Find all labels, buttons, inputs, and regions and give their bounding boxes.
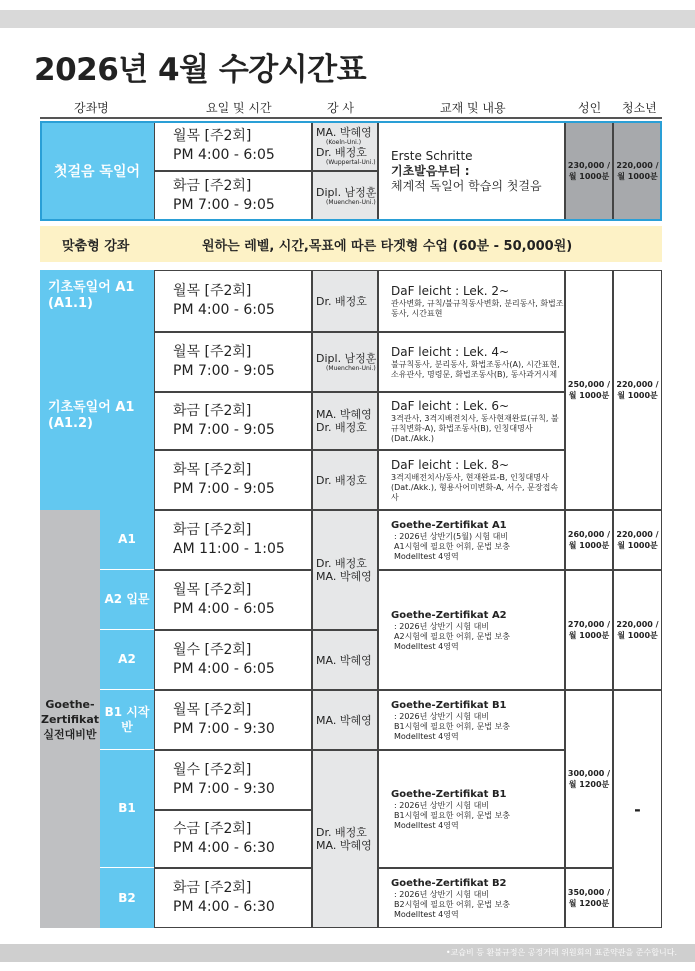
custom-row xyxy=(40,226,662,262)
custom-desc: 원하는 레벨, 시간,목표에 따른 타겟형 수업 (60분 - 50,000원) xyxy=(202,238,573,254)
price-adult-a2: 270,000 / 월 1000분 xyxy=(565,570,613,690)
time-basic-4: 화목 [주2회] PM 7:00 - 9:05 xyxy=(154,450,312,510)
time-basic-1: 월목 [주2회] PM 4:00 - 6:05 xyxy=(154,270,312,332)
time-goethe-5: 월수 [주2회] PM 7:00 - 9:30 xyxy=(154,750,312,810)
page-title: 2026년 4월 수강시간표 xyxy=(34,52,367,88)
price-adult-b1: 300,000 / 월 1200분 xyxy=(565,690,613,868)
time-goethe-7: 화금 [주2회] PM 4:00 - 6:30 xyxy=(154,868,312,928)
content-goethe-b1a: Goethe-Zertifikat B1 : 2026년 상반기 시험 대비 B1시험에 필요한 어휘, 문법 보충 Modelltest 4영역 xyxy=(378,690,565,750)
content-basic-3: DaF leicht : Lek. 6~ 3격관사, 3격지배전치사, 동사현재완료(규칙, 불규칙변화-A), 화법조동사(B), 인칭대명사(Dat./Akk.) xyxy=(378,392,565,450)
price-youth-first: 220,000 / 월 1000분 xyxy=(613,121,662,221)
custom-label: 맞춤형 강좌 xyxy=(62,238,130,254)
price-adult-b2: 350,000 / 월 1200분 xyxy=(565,868,613,928)
content-basic-2: DaF leicht : Lek. 4~ 불규칙동사, 분리동사, 화법조동사(A), 시간표현, 소유관사, 명령문, 화법조동사(B), 동사과거시제 xyxy=(378,332,565,392)
level-a2-intro: A2 입문 xyxy=(100,570,154,630)
time-goethe-6: 수금 [주2회] PM 4:00 - 6:30 xyxy=(154,810,312,868)
price-youth-a1: 220,000 / 월 1000분 xyxy=(613,510,662,570)
header-adult: 성인 xyxy=(578,101,602,115)
teacher-basic-4: Dr. 배정호 xyxy=(312,450,378,510)
header-content: 교재 및 내용 xyxy=(440,101,506,115)
price-youth-a2: 220,000 / 월 1000분 xyxy=(613,570,662,690)
level-b1-start: B1 시작반 xyxy=(100,690,154,750)
teacher-basic-3: MA. 박혜영 Dr. 배정호 xyxy=(312,392,378,450)
content-basic-4: DaF leicht : Lek. 8~ 3격지배전치사/동사, 현재완료-B, 인칭대명사(Dat./Akk.), 형용사어미변화-A, 서수, 문장접속사 xyxy=(378,450,565,510)
level-a2: A2 xyxy=(100,630,154,690)
content-goethe-a1: Goethe-Zertifikat A1 : 2026년 상반기(5월) 시험 대비 A1시험에 필요한 어휘, 문법 보충 Modelltest 4영역 xyxy=(378,510,565,570)
header-time: 요일 및 시간 xyxy=(206,101,272,115)
teacher-goethe-a: Dr. 배정호 MA. 박혜영 xyxy=(312,510,378,630)
time-first-2: 화금 [주2회] PM 7:00 - 9:05 xyxy=(154,171,312,221)
content-goethe-a2: Goethe-Zertifikat A2 : 2026년 상반기 시험 대비 A2시험에 필요한 어휘, 문법 보충 Modelltest 4영역 xyxy=(378,570,565,690)
time-goethe-1: 화금 [주2회] AM 11:00 - 1:05 xyxy=(154,510,312,570)
content-goethe-b1b: Goethe-Zertifikat B1 : 2026년 상반기 시험 대비 B1시험에 필요한 어휘, 문법 보충 Modelltest 4영역 xyxy=(378,750,565,868)
price-youth-basic: 220,000 / 월 1000분 xyxy=(613,270,662,510)
teacher-basic-1: Dr. 배정호 xyxy=(312,270,378,332)
time-basic-3: 화금 [주2회] PM 7:00 - 9:05 xyxy=(154,392,312,450)
time-first-1: 월목 [주2회] PM 4:00 - 6:05 xyxy=(154,121,312,171)
level-b1: B1 xyxy=(100,750,154,868)
time-goethe-4: 월목 [주2회] PM 7:00 - 9:30 xyxy=(154,690,312,750)
header-youth: 청소년 xyxy=(622,101,657,115)
level-b2: B2 xyxy=(100,868,154,928)
header-course: 강좌명 xyxy=(74,101,109,115)
content-first: Erste Schritte 기초발음부터 : 체계적 독일어 학습의 첫걸음 xyxy=(378,121,565,221)
price-adult-a1: 260,000 / 월 1000분 xyxy=(565,510,613,570)
price-youth-b: - xyxy=(613,690,662,928)
header-line xyxy=(40,117,662,119)
level-a1: A1 xyxy=(100,510,154,570)
price-adult-first: 230,000 / 월 1000분 xyxy=(565,121,613,221)
content-basic-1: DaF leicht : Lek. 2~ 관사변화, 규칙/불규칙동사변화, 분리동사, 화법조동사, 시간표현 xyxy=(378,270,565,332)
time-basic-2: 월목 [주2회] PM 7:00 - 9:05 xyxy=(154,332,312,392)
course-a12: 기초독일어 A1 (A1.2) xyxy=(40,390,154,510)
course-goethe: Goethe- Zertifikat 실전대비반 xyxy=(40,510,100,928)
first-frame xyxy=(40,121,662,221)
header-teacher: 강 사 xyxy=(327,101,354,115)
teacher-goethe-a2: MA. 박혜영 xyxy=(312,630,378,690)
time-goethe-2: 월목 [주2회] PM 4:00 - 6:05 xyxy=(154,570,312,630)
top-bar xyxy=(0,10,695,28)
teacher-basic-2: Dipl. 남정훈 (Muenchen-Uni.) xyxy=(312,332,378,392)
course-a11: 기초독일어 A1 (A1.1) xyxy=(40,270,154,390)
content-goethe-b2: Goethe-Zertifikat B2 : 2026년 상반기 시험 대비 B2시험에 필요한 어휘, 문법 보충 Modelltest 4영역 xyxy=(378,868,565,928)
course-first: 첫걸음 독일어 xyxy=(40,121,154,221)
teacher-goethe-b1a: MA. 박혜영 xyxy=(312,690,378,750)
time-goethe-3: 월수 [주2회] PM 4:00 - 6:05 xyxy=(154,630,312,690)
footer-note: •교습비 등 환불규정은 공정거래 위원회의 표준약관을 준수합니다. xyxy=(0,944,695,962)
teacher-first-1: MA. 박혜영 (Koeln-Uni.) Dr. 배정호 (Wuppertal-Uni.) xyxy=(312,121,378,171)
teacher-first-2: Dipl. 남정훈 (Muenchen-Uni.) xyxy=(312,171,378,221)
teacher-goethe-b1b: Dr. 배정호 MA. 박혜영 xyxy=(312,750,378,928)
price-adult-basic: 250,000 / 월 1000분 xyxy=(565,270,613,510)
